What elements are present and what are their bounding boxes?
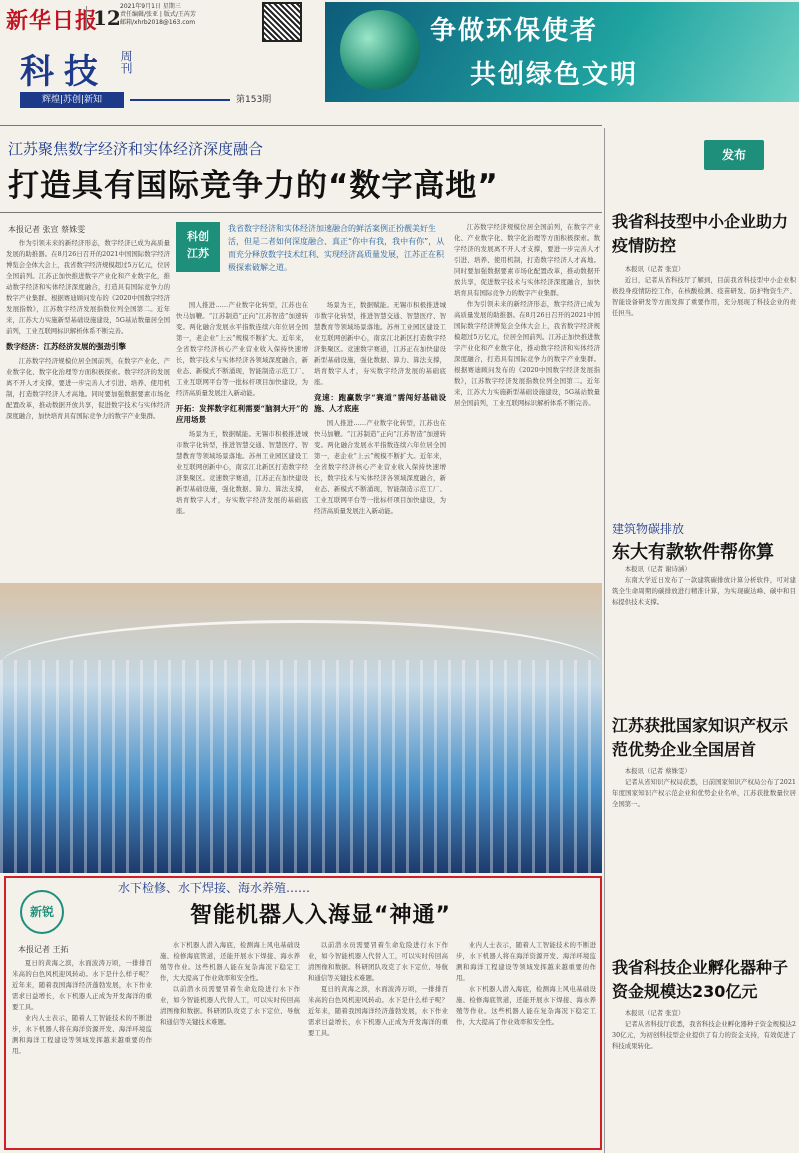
lead-subhead-3: 竞速：跑赢数字“赛道”需闯好基础设施、人才底座 [314,393,446,413]
lead-col2-text-b: 场景为王，数据赋能。无锡市积极推进城市数字化转型，推进智慧交通、智慧医疗、智慧教育等领域场景落地。苏州工业园区建设工业互联网创新中心，南京江北新区打造数字经济集聚区。竞速数字赛道，江苏正在加快建设新型基础设施，强化数据、算力、算法支撑，培育数字人才，夯实数字经济发展的基础底座。 [176,430,308,515]
lead-col1-text-b: 江苏数字经济规模位居全国前列，在数字产业化、产业数字化、数字化治理等方面积极探索。数字经济的发展离不开人才支撑，要进一步完善人才引进、培养、使用机制，打造数字经济人才高地。同时要加强数据要素市场化配置改革，推动数据开放共享，促进数字技术与实体经济深度融合，加快培育具有国际竞争力的数字产业集群。 [6,357,170,420]
photo-trend-curve [0,620,602,710]
lead-column-4 [454,222,600,578]
section-subtitle: 周刊 [119,50,133,74]
kejiyan-badge: 科创 江苏 [176,222,220,272]
story2-column-4 [456,940,596,1144]
right-story1-body [612,264,796,512]
right-story1-byline: 本报讯（记者 张宣） [624,265,685,273]
story2-deck: 水下检修、水下焊接、海水养殖…… [118,881,311,895]
lead-column-1 [6,238,170,578]
right-story2-deck: 建筑物碳排放 [612,522,685,536]
fabu-badge: 发布 [704,140,764,170]
divider [0,125,602,126]
right-story4-body [612,1008,796,1148]
lead-col2-text: 国人推进……产业数字化转型，江苏也在快马加鞭。“江苏制造”正向“江苏智造”加速转变。两化融合发展水平指数连续六年位居全国第一，老企业“上云”规模不断扩大。近年来，全省数字经济核心产业营业收入保持快速增长，数字技术与实体经济各领域深度融合，新业态、新模式不断涌现，智能制造示范工厂、工业互联网平台等一批标杆项目加快建设，为经济高质量发展注入新动能。 [176,301,308,397]
right-story4-headline: 我省科技企业孵化器种子资金规模达230亿元 [612,958,789,1001]
lead-subhead-2: 开拓：发挥数字红利需要“脑洞大开”的应用场景 [176,404,308,424]
lead-col3-text: 场景为王，数据赋能。无锡市积极推进城市数字化转型，推进智慧交通、智慧医疗、智慧教育等领域场景落地。苏州工业园区建设工业互联网创新中心，南京江北新区打造数字经济集聚区。竞速数字赛道，江苏正在加快建设新型基础设施，强化数据、算力、算法支撑，培育数字人才，夯实数字经济发展的基础底座。 [314,301,446,386]
globe-icon [340,10,420,90]
story2-col1-text-b: 业内人士表示，随着人工智能技术的不断进步，水下机器人将在海洋资源开发、海洋环境监测和海洋工程建设等领域发挥越来越重要的作用。 [12,1014,152,1055]
right-story2-text: 东南大学近日发布了一款建筑碳排放计算分析软件，可对建筑全生命周期的碳排放进行精准计算，为实现碳达峰、碳中和目标提供技术支撑。 [612,576,796,606]
right-story2-body [612,564,796,704]
story2-col2-text-b: 以前潜水员需要冒着生命危险进行水下作业，如今智能机器人代替人工，可以实时传回高清图像和数据。科研团队攻克了水下定位、导航和通信等关键技术难题。 [160,985,300,1026]
story2-col1-text: 夏日的黄海之滨，水面波涛万顷，一排排百米高的白色风机迎风转动。水下是什么样子呢？近年来，随着我国海洋经济蓬勃发展，水下作业需求日益增长，水下机器人正成为开发海洋的重要工具。 [12,959,152,1011]
right-story4-byline: 本报讯（记者 张宣） [624,1009,685,1017]
right-story2-byline: 本报讯（记者 谢诗涵） [624,565,691,573]
story2-col4-text-b: 水下机器人潜入海底，检测海上风电基础设施、检修海底管道，还能开展水下焊接、海水养殖等作业。这些机器人能在复杂海况下稳定工作，大大提高了作业效率和安全性。 [456,985,596,1026]
story2-column-2 [160,940,300,1144]
right-story3-byline: 本报讯（记者 蔡姝雯） [624,767,691,775]
lead-byline: 本报记者 张宣 蔡姝雯 [8,225,86,234]
lead-col4-text: 江苏数字经济规模位居全国前列，在数字产业化、产业数字化、数字化治理等方面积极探索。数字经济的发展离不开人才支撑，要进一步完善人才引进、培养、使用机制，打造数字经济人才高地。同时要加强数据要素市场化配置改革，推动数据开放共享，促进数字技术与实体经济深度融合，加快培育具有国际竞争力的数字产业集群。 [454,223,600,297]
newspaper-logo: 新华日报 [6,8,99,34]
right-story3-headline: 江苏获批国家知识产权示范优势企业全国居首 [612,716,789,759]
issue-info: 2021年9月1日 星期三 责任编辑/张亚 | 版式/王芮芳 邮箱/xhrb2018@163.com [120,3,196,26]
lead-col4-text-b: 作为引领未来的新经济形态，数字经济已成为高质量发展的助推器。在8月26日召开的2021中国国际数字经济博览会全体大会上，我省数字经济规模超过5万亿元，位居全国前列。江苏正加快推进数字产业化和产业数字化，推动数字经济和实体经济深度融合，打造具有国际竞争力的数字产业集群。根据赛迪顾问发布的《2020中国数字经济发展指数》，江苏数字经济发展指数位列全国第二。近年来，江苏大力实施新型基础设施建设，5G基站数量居全国前列，工业互联网标识解析体系不断完善。 [454,300,600,407]
right-story3-text: 记者从省知识产权局获悉，日前国家知识产权局公布了2021年度国家知识产权示范企业和优势企业名单，江苏获批数量位居全国第一。 [612,778,796,808]
story2-headline: 智能机器人入海显“神通” [190,903,451,928]
lead-subhead-1: 数字经济：江苏经济发展的强劲引擎 [6,342,126,351]
divider [0,212,602,213]
lead-headline: 打造具有国际竞争力的“数字高地” [8,168,499,204]
story2-column-3 [308,940,448,1144]
story2-byline: 本报记者 王拓 [18,945,69,954]
lead-column-2 [176,300,308,580]
lead-column-3 [314,300,446,580]
qr-code-icon [262,2,302,42]
slogan-line-2: 共创绿色文明 [470,60,639,90]
section-title: 科技 [20,52,108,92]
lead-deck: 江苏聚焦数字经济和实体经济深度融合 [8,140,264,158]
page-number: 12 [86,6,121,30]
story2-col4-text: 业内人士表示，随着人工智能技术的不断进步，水下机器人将在海洋资源开发、海洋环境监测和海洋工程建设等领域发挥越来越重要的作用。 [456,941,596,982]
right-story2-headline: 东大有款软件帮你算 [612,542,774,563]
slogan-line-1: 争做环保使者 [430,16,599,46]
right-story4-text: 记者从省科技厅获悉，我省科技企业孵化器种子资金规模达230亿元，为初创科技型企业提供了有力的资金支持，有效促进了科技成果转化。 [612,1020,796,1050]
story2-col3-text: 以前潜水员需要冒着生命危险进行水下作业，如今智能机器人代替人工，可以实时传回高清图像和数据。科研团队攻克了水下定位、导航和通信等关键技术难题。 [308,941,448,982]
issue-number: 第153期 [236,95,272,105]
story2-col2-text: 水下机器人潜入海底，检测海上风电基础设施、检修海底管道，还能开展水下焊接、海水养殖等作业。这些机器人能在复杂海况下稳定工作，大大提高了作业效率和安全性。 [160,941,300,982]
section-tags: 辉煌|苏创|新知 [20,92,124,108]
lead-col1-text: 作为引领未来的新经济形态，数字经济已成为高质量发展的助推器。在8月26日召开的2021中国国际数字经济博览会全体大会上，我省数字经济规模超过5万亿元，位居全国前列。江苏正加快推进数字产业化和产业数字化，推动数字经济和实体经济深度融合，打造具有国际竞争力的数字产业集群。根据赛迪顾问发布的《2020中国数字经济发展指数》，江苏数字经济发展指数位列全国第二。近年来，江苏大力实施新型基础设施建设，5G基站数量居全国前列，工业互联网标识解析体系不断完善。 [6,239,170,335]
right-story1-text: 近日，记者从省科技厅了解到，目前我省科技型中小企业积极投身疫情防控工作，在核酸检测、疫苗研发、防护物资生产、智能设备研发等方面发挥了重要作用，充分展现了科技企业的责任担当。 [612,276,796,317]
story2-col3-text-b: 夏日的黄海之滨，水面波涛万顷，一排排百米高的白色风机迎风转动。水下是什么样子呢？近年来，随着我国海洋经济蓬勃发展，水下作业需求日益增长，水下机器人正成为开发海洋的重要工具。 [308,985,448,1037]
right-story1-headline: 我省科技型中小企业助力疫情防控 [612,212,789,255]
lead-col3-text-b: 国人推进……产业数字化转型，江苏也在快马加鞭。“江苏制造”正向“江苏智造”加速转变。两化融合发展水平指数连续六年位居全国第一，老企业“上云”规模不断扩大。近年来，全省数字经济核心产业营业收入保持快速增长，数字技术与实体经济各领域深度融合，新业态、新模式不断涌现，智能制造示范工厂、工业互联网平台等一批标杆项目加快建设，为经济高质量发展注入新动能。 [314,419,446,515]
masthead-rule [130,99,230,101]
lead-summary: 我省数字经济和实体经济加速融合的鲜活案例正扮靓美好生活，但是二者如何深度融合、真正“你中有我，我中有你”，从而充分释放数字技术红利、实现经济高质量发展，江苏正在积极探索破解之道。 [228,224,445,272]
story2-column-1 [12,958,152,1144]
xinrui-badge: 新锐 [20,890,64,934]
right-story3-body [612,766,796,946]
masthead [0,0,320,105]
